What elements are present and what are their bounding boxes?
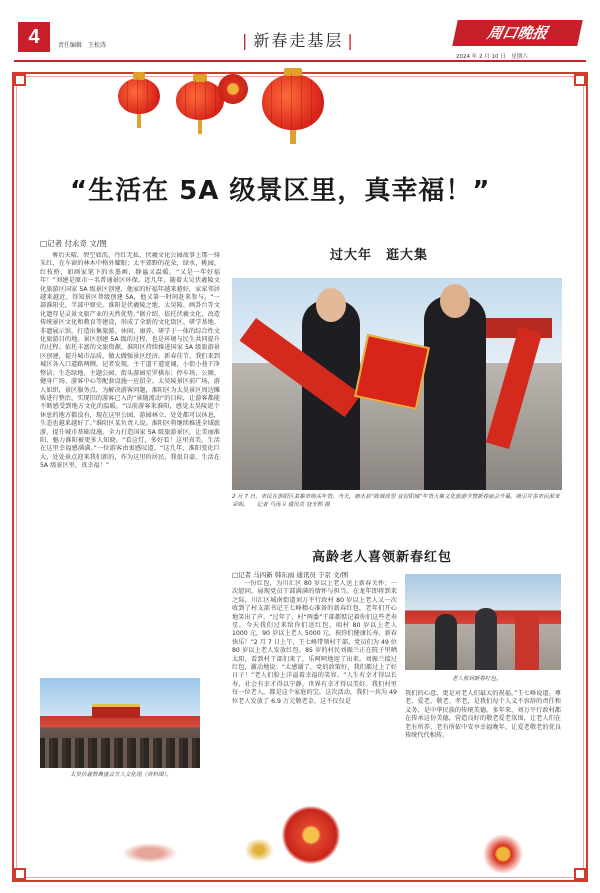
fu-character-shape — [354, 334, 430, 410]
man-right-shape — [424, 296, 486, 490]
elderly-story-body-continued: 我们的心意，更是对老人们最大的祝福。”王七峰说道。尊老、爱老、敬老、孝老，是我们每个人义不容辞的责任和义务，是中华民族的传统美德。多年来，刘万平行政村都在传承这份美德，营造良好的敬老爱老氛围，让老人们在老有所养、老有所依中安享幸福晚年，让爱老敬老的优良传统代代相传。 — [405, 690, 561, 740]
festival-photo-caption: 太昊伏羲祭典盛会万人文化现（资料图）。 — [70, 772, 172, 778]
man-right-face — [440, 284, 470, 318]
frame-corner-ornament — [14, 868, 26, 880]
frame-corner-ornament — [574, 868, 586, 880]
cloud-decoration — [120, 842, 180, 864]
elderly-photo-caption: 老人收到新春红包。 — [452, 676, 502, 682]
frame-corner-ornament — [14, 74, 26, 86]
frame-corner-ornament — [574, 74, 586, 86]
flower-decoration — [480, 834, 526, 874]
header-rule — [14, 60, 586, 62]
editor-credit: 责任编辑 王松涛 — [58, 42, 107, 49]
article-body: 雾后天晴，碧空如洗。丹红无私，伏羲文化公园故事上那一排朱红，在车窗的林木中格外耀眼；太平郊野的花朵，绿水、桃园、红枝桥，如画家笔下的水墨画，静谧又温暖。“又是一年好福年！”刘建是原市一名普通景区环保。近几年，随着太吴伏羲陵文化旅游区国家 5A 级景区创建，他家的好福年越来越好，家家邻居越来越近。得知景区普级创建 5A，他又第一时间赶来参与。“一部淮阳史，半部中原史。淮阳是伏羲陵之地，太昊陵、画卦台等文化遗存是灵景文旅产业的天然优势。”据介绍，依托伏羲文化，改造传统景区文化和教育等建设，形成了全新的文化街区、研学基地、非遗展示馆，打造出集旅游、休闲、康养、研学于一体的综合性文化旅游目的地。景区创建 5A 级的过程，也是环境与民生共同提升的过程。依托丰富的文旅资源，淮阳区持续推进国家 5A 级旅游景区创建，提升城市品质，做大做强景区经济。新春佳节，我们来到城区各入口道路两侧，记者发现，主干道干道宽阔，小街小巷干净整洁；生态绿地、主题公园、街头游园星罗棋布；停车场、公厕、健身广场、游客中心等配套设施一应俱全。太昊陵景区前广场，游人如织，景区服务点，为解决游客问题，淮阳区为太昊景区周边摊贩进行整治，实现旧的游客已入的“景随流动”的目标，让游客都能不断感受到地方文化的温暖。“以前游客来淮阳，感觉太昊陵逛个休息的地方都没有，现在这里公园、游园林立，处处都可以休息，生态也越来越好了。”淮阳区某负责人说。淮阳区将继续推进全域旅游，提升城市基础设施，全力打造国家 5A 级旅游景区，让美丽淮阳、魅力淮阳被更多人知晓。“看这灯，多好看！这里真美，生活在这里幸福感满满。”一位游客由衷感叹道。“这几年，淮阳变化巨大，处处景点迎来我们新的，作为这里的居民，我很自豪。生活在 5A 级景区里，真幸福！” — [40, 252, 220, 470]
couplet-right-shape — [486, 327, 542, 449]
headline: “生活在 5A 级景区里，真幸福！” — [70, 176, 491, 206]
lantern-decoration — [118, 78, 160, 114]
person-shape — [515, 612, 539, 670]
page-header — [0, 0, 600, 60]
elderly-story-byline: □记者 马四新 韩东雨 通讯员 于京 文/图 — [232, 571, 349, 579]
man-left-face — [316, 288, 346, 322]
gate-arch-shape — [92, 704, 140, 718]
article-byline: □记者 付永奇 文/图 — [40, 239, 107, 248]
market-story-title: 过大年 逛大集 — [330, 248, 429, 263]
elderly-redenvelope-photo — [405, 574, 561, 670]
festival-crowd-photo — [40, 678, 200, 768]
lantern-decoration — [262, 74, 324, 130]
person-shape — [475, 608, 497, 670]
section-title: | 新春走基层 | — [242, 31, 355, 50]
issue-date: 2024 年 2 月 10 日 星期六 — [456, 54, 528, 60]
cloud-decoration — [242, 836, 276, 864]
elderly-story-title: 高龄老人喜领新春红包 — [312, 550, 453, 565]
lantern-decoration — [176, 80, 224, 120]
elderly-story-body: 一份红包，为川汇区 80 岁以上老人送上新春关怀；一次慰问，展现党员干部满满的情怀与担当。在龙年即将到来之际，川汇区城南街道刘万平行政村 80 岁以上老人又一次收到了村支部书记王七峰精心准备的新春红包，老年们开心地笑出了声。“过年了，村“两委”干部都惦记着你们这些老寿星。今天我们过来给你们送红包。咱村 80 岁以上老人 1000 元，90 岁以上老人 5000 元，祝你们健康长寿、新春快乐！”2 月 7 日上午，王七峰带领村干部、党员们为 49 位 80 岁以上老人发放红包。85 岁的村民刘振兰正在院子里晒太阳，看到村干部们来了，乐呵呵地迎了出来。刘振兰接过红包，激动地说：“太感谢了，党的政策好，我们都过上了好日子！”老人们脸上洋溢着幸福的笑容。“人生有幸才得以长寿，社会有幸才得以宁静。世界有幸才得以美好。我们村里每一位老人，都是这个家庭的宝。这次活动，我们一共为 49 位老人发放了 6.9 万元敬老金，这不仅仅是 — [232, 580, 397, 705]
flower-decoration — [282, 806, 340, 864]
market-photo — [232, 278, 562, 490]
newspaper-logo: 周口晚报 — [452, 20, 583, 46]
person-shape — [435, 614, 457, 670]
crowd-shape — [40, 738, 200, 768]
flower-decoration — [218, 74, 248, 104]
page-number: 4 — [18, 22, 50, 52]
section-title-text: 新春走基层 — [253, 31, 344, 50]
market-photo-caption: 2 月 7 日，市民在淮阳区某集市购买年货。当天，商水县“陈城故里 宜居阳城”年货大集文化旅游节暨新春庙会开幕，吸引许多市民前来采购。 记者 马汤卫 通讯员 寇玉辉 摄 — [232, 494, 560, 508]
